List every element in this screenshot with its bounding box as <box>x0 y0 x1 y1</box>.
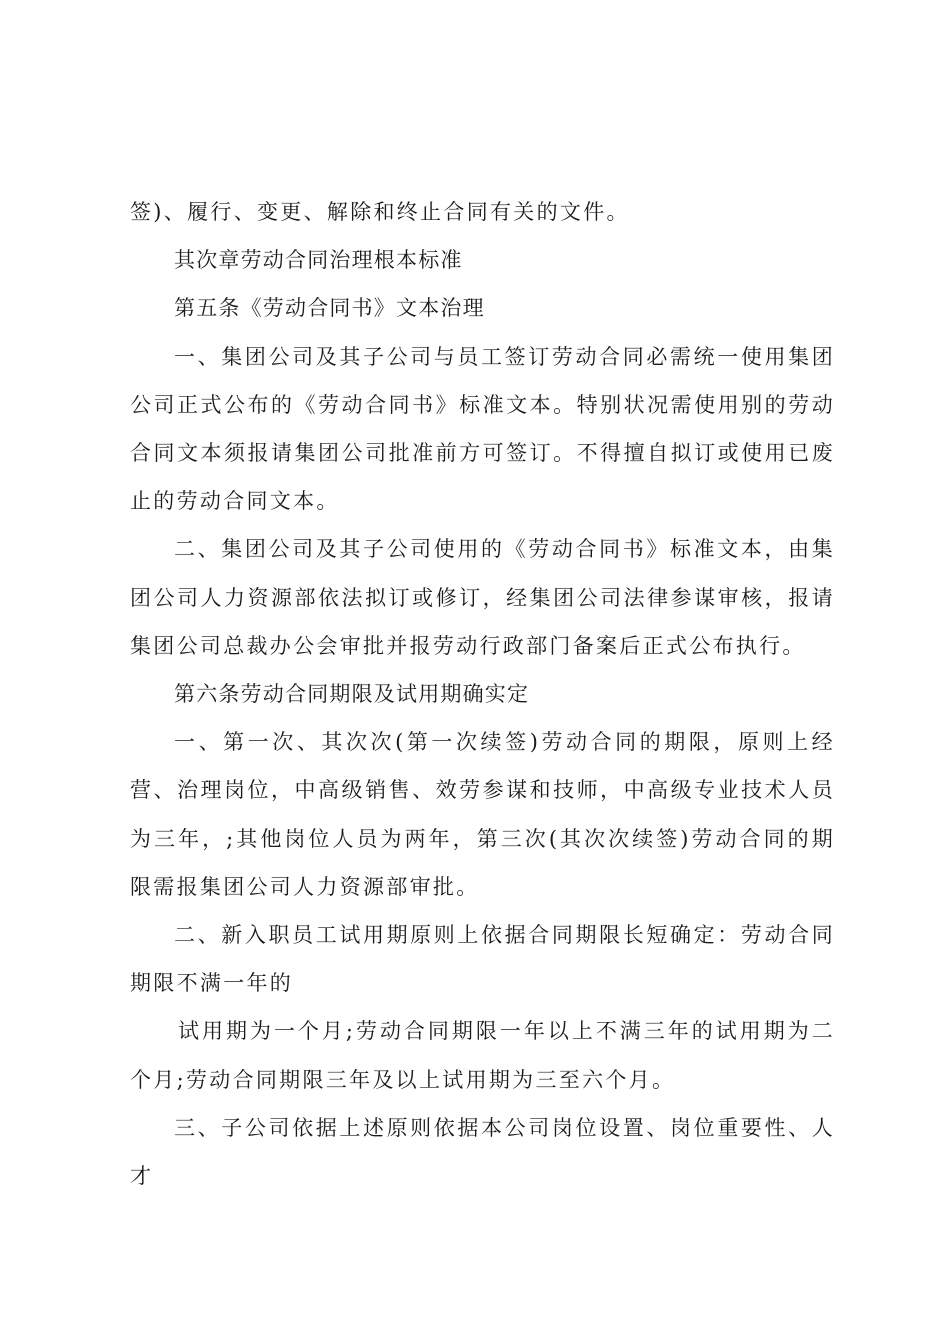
body-paragraph: 一、第一次、其次次(第一次续签)劳动合同的期限，原则上经营、治理岗位，中高级销售、效劳参谋和技师，中高级专业技术人员为三年，;其他岗位人员为两年，第三次(其次次续签)劳动合同的期限需报集团公司人力资源部审批。 <box>130 730 835 899</box>
document-body <box>130 188 835 1200</box>
body-paragraph: 二、集团公司及其子公司使用的《劳动合同书》标准文本，由集团公司人力资源部依法拟订或修订，经集团公司法律参谋审核，报请集团公司总裁办公会审批并报劳动行政部门备案后正式公布执行。 <box>130 537 835 658</box>
continuation-paragraph: 签)、履行、变更、解除和终止合同有关的文件。 <box>130 200 630 224</box>
article-heading-5: 第五条《劳动合同书》文本治理 <box>174 296 485 321</box>
body-paragraph-continued: 试用期为一个月;劳动合同期限一年以上不满三年的试用期为二个月;劳动合同期限三年及以上试用期为三至六个月。 <box>130 1019 835 1092</box>
chapter-heading: 其次章劳动合同治理根本标准 <box>174 248 463 273</box>
body-paragraph: 一、集团公司及其子公司与员工签订劳动合同必需统一使用集团公司正式公布的《劳动合同书》标准文本。特别状况需使用别的劳动合同文本须报请集团公司批准前方可签订。不得擅自拟订或使用已废止的劳动合同文本。 <box>130 344 835 514</box>
body-paragraph: 二、新入职员工试用期原则上依据合同期限长短确定：劳动合同期限不满一年的 <box>130 923 835 996</box>
article-heading-6: 第六条劳动合同期限及试用期确实定 <box>174 682 530 707</box>
body-paragraph: 三、子公司依据上述原则依据本公司岗位设置、岗位重要性、人才 <box>130 1115 835 1189</box>
